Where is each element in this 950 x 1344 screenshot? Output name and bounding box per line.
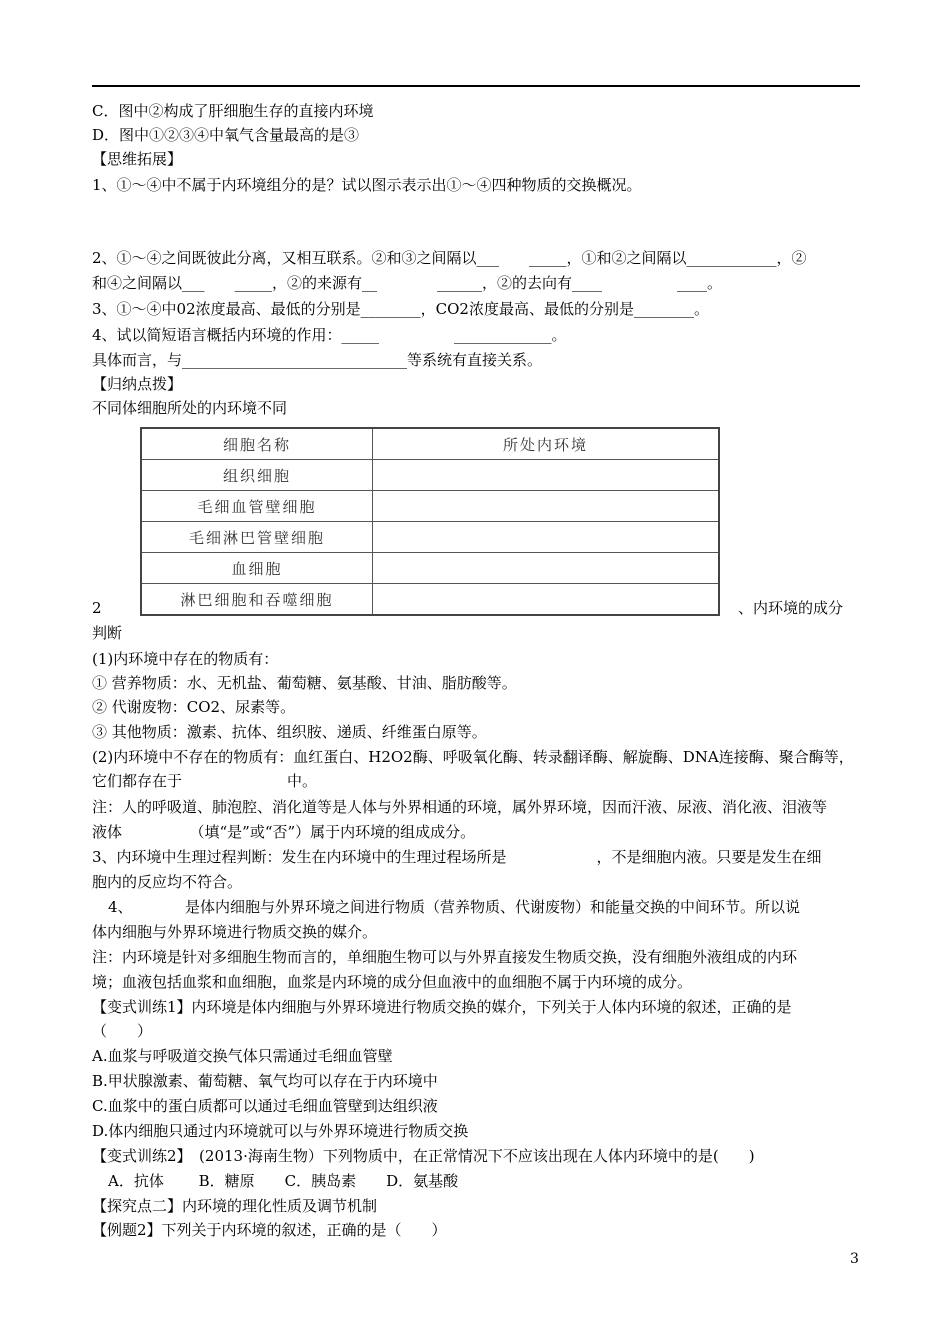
table-header-cell: 所处内环境 [373,428,720,460]
page-number: 3 [850,1251,859,1267]
question-3: 3、①～④中02浓度最高、最低的分别是________，CO2浓度最高、最低的分别是________。 [92,300,709,318]
option-c: C．图中②构成了肝细胞生存的直接内环境 [92,102,374,120]
nutrients-line: ① 营养物质：水、无机盐、葡萄糖、氨基酸、甘油、脂肪酸等。 [92,674,517,692]
item-4-line1: 4、 是体内细胞与外界环境之间进行物质（营养物质、代谢废物）和能量交换的中间环节。所以说 [108,898,801,916]
table-cell: 毛细血管壁细胞 [141,491,373,522]
table-row [141,584,719,616]
practice-1-option-b: B.甲状腺激素、葡萄糖、氧气均可以存在于内环境中 [92,1072,438,1090]
item-2-continuation: 判断 [92,624,123,642]
option-d: D．图中①②③④中氧气含量最高的是③ [92,126,360,144]
table-cell: 毛细淋巴管壁细胞 [141,522,373,553]
question-1: 1、①～④中不属于内环境组分的是？试以图示表示出①～④四种物质的交换概况。 [92,176,642,194]
practice-1-option-d: D.体内细胞只通过内环境就可以与外界环境进行物质交换 [92,1122,469,1140]
table-row [141,460,719,491]
table-cell: 淋巴细胞和吞噬细胞 [141,584,373,616]
item-2-number: 2 [92,599,102,617]
table-cell-empty [373,491,720,522]
waste-line: ② 代谢废物：CO2、尿素等。 [92,698,296,716]
question-2-line1: 2、①～④之间既彼此分离，又相互联系。②和③之间隔以___ _____，①和②之间隔以____________，② [92,249,807,267]
note-1-line1: 注：人的呼吸道、肺泡腔、消化道等是人体与外界相通的环境，属外界环境，因而汗液、尿液、消化液、泪液等 [92,798,828,816]
cell-environment-table [140,427,720,616]
table-cell: 血细胞 [141,553,373,584]
item-4-line2: 体内细胞与外界环境进行物质交换的媒介。 [92,923,378,941]
example-2-question: 【例题2】下列关于内环境的叙述，正确的是（ ） [92,1221,447,1239]
item-2-heading: 、内环境的成分 [738,599,844,617]
explore-point-2-heading: 【探究点二】内环境的理化性质及调节机制 [92,1197,378,1215]
practice-1-blank: （ ） [92,1022,153,1040]
table-cell-empty [373,522,720,553]
note-2-line1: 注：内环境是针对多细胞生物而言的，单细胞生物可以与外界直接发生物质交换，没有细胞外液组成的内环 [92,948,798,966]
table-cell: 组织细胞 [141,460,373,491]
question-2-line2: 和④之间隔以___ _____，②的来源有__ ______，②的去向有____ ____。 [92,274,723,292]
practice-1-question: 【变式训练1】内环境是体内细胞与外界环境进行物质交换的媒介，下列关于人体内环境的叙述，正确的是 [92,998,792,1016]
section-heading-thinking: 【思维拓展】 [92,150,183,168]
table-header-cell: 细胞名称 [141,428,373,460]
note-1-line2: 液体 （填“是”或“否”）属于内环境的组成成分。 [92,823,476,841]
practice-1-option-c: C.血浆中的蛋白质都可以通过毛细血管壁到达组织液 [92,1097,438,1115]
summary-intro: 不同体细胞所处的内环境不同 [92,399,288,417]
table-cell-empty [373,553,720,584]
table-row [141,553,719,584]
other-substances-line: ③ 其他物质：激素、抗体、组织胺、递质、纤维蛋白原等。 [92,723,487,741]
note-2-line2: 境；血液包括血浆和血细胞，血浆是内环境的成分但血液中的血细胞不属于内环境的成分。 [92,973,693,991]
practice-2-options: A．抗体 B．糖原 C．胰岛素 D．氨基酸 [108,1172,459,1190]
substances-absent-line: (2)内环境中不存在的物质有：血红蛋白、H2O2酶、呼吸氧化酶、转录翻译酶、解旋酶、DNA连接酶、聚合酶等， [92,748,854,766]
substances-absent-cont: 它们都存在于 中。 [92,772,318,790]
practice-1-option-a: A.血浆与呼吸道交换气体只需通过毛细血管壁 [92,1047,393,1065]
question-4-line1: 4、试以简短语言概括内环境的作用：_____ _____________。 [92,326,567,344]
table-row [141,491,719,522]
practice-2-question: 【变式训练2】 (2013·海南生物）下列物质中，在正常情况下不应该出现在人体内环境中的是( ) [92,1147,755,1165]
item-3-line2: 胞内的反应均不符合。 [92,873,243,891]
substances-present-heading: (1)内环境中存在的物质有： [92,650,279,668]
section-heading-summary: 【归纳点拨】 [92,375,183,393]
table-cell-empty [373,460,720,491]
header-rule [92,85,860,87]
item-3-line1: 3、内环境中生理过程判断：发生在内环境中的生理过程场所是 ，不是细胞内液。只要是发生在细 [92,848,822,866]
table-cell-empty [373,584,720,616]
question-4-line2: 具体而言，与______________________________等系统有直接关系。 [92,351,543,369]
table-header-row [141,428,719,460]
table-row [141,522,719,553]
